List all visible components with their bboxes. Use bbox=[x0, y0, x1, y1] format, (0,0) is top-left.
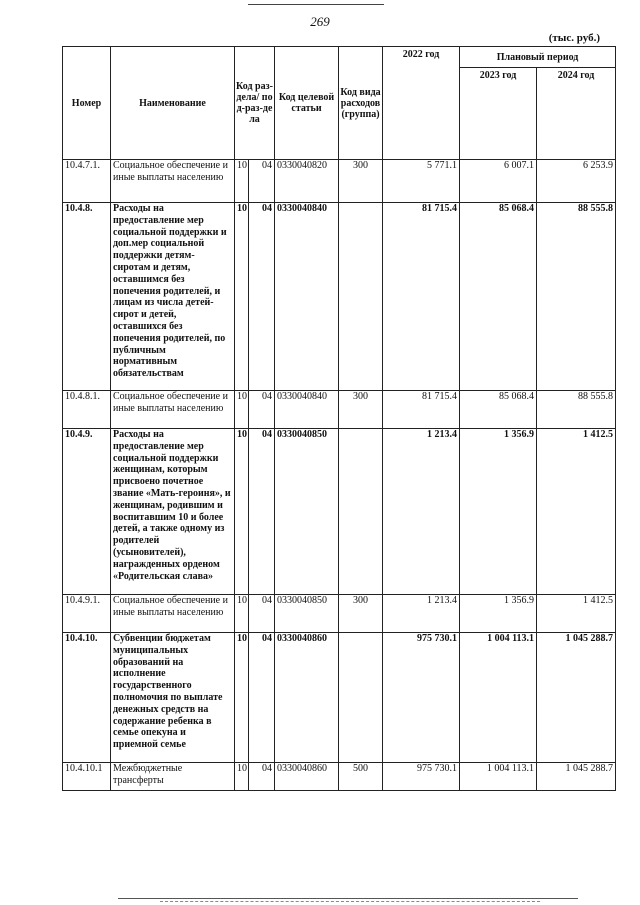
table-row bbox=[63, 633, 616, 763]
row-name: Социальное обеспечение и иные выплаты населению bbox=[111, 595, 235, 633]
row-value-2024: 6 253.9 bbox=[537, 160, 616, 203]
header-name: Наименование bbox=[111, 47, 235, 160]
table-row bbox=[63, 595, 616, 633]
row-expense-group: 300 bbox=[339, 160, 383, 203]
row-name: Социальное обеспечение и иные выплаты населению bbox=[111, 391, 235, 429]
header-section: Код раз-дела/ под-раз-дела bbox=[235, 47, 275, 160]
table-body bbox=[63, 160, 616, 791]
header-expense: Код вида расходов (группа) bbox=[339, 47, 383, 160]
bottom-rule bbox=[118, 898, 578, 899]
row-section: 10 bbox=[235, 160, 249, 203]
row-subsection: 04 bbox=[249, 203, 275, 391]
row-subsection: 04 bbox=[249, 160, 275, 203]
bottom-rule-dashed bbox=[160, 901, 540, 902]
row-value-2024: 1 045 288.7 bbox=[537, 633, 616, 763]
row-value-2023: 1 356.9 bbox=[460, 595, 537, 633]
row-target-code: 0330040850 bbox=[275, 595, 339, 633]
table-row bbox=[63, 391, 616, 429]
row-subsection: 04 bbox=[249, 763, 275, 791]
budget-table bbox=[62, 46, 616, 791]
row-value-2023: 1 356.9 bbox=[460, 429, 537, 595]
row-section: 10 bbox=[235, 203, 249, 391]
row-name: Субвенции бюджетам муниципальных образований на исполнение государственного полномочия по выплате денежных средств на содержание ребенка в семье опекуна и приемной семье bbox=[111, 633, 235, 763]
row-expense-group: 300 bbox=[339, 595, 383, 633]
row-expense-group: 500 bbox=[339, 763, 383, 791]
row-value-2022: 1 213.4 bbox=[383, 429, 460, 595]
row-name: Межбюджетные трансферты bbox=[111, 763, 235, 791]
row-target-code: 0330040860 bbox=[275, 633, 339, 763]
row-number: 10.4.7.1. bbox=[63, 160, 111, 203]
row-value-2022: 5 771.1 bbox=[383, 160, 460, 203]
row-value-2022: 975 730.1 bbox=[383, 633, 460, 763]
row-subsection: 04 bbox=[249, 391, 275, 429]
row-number: 10.4.8.1. bbox=[63, 391, 111, 429]
top-rule bbox=[248, 4, 384, 5]
table-row bbox=[63, 203, 616, 391]
row-value-2023: 6 007.1 bbox=[460, 160, 537, 203]
row-section: 10 bbox=[235, 429, 249, 595]
row-number: 10.4.10. bbox=[63, 633, 111, 763]
table-row bbox=[63, 763, 616, 791]
page-number: 269 bbox=[310, 14, 330, 29]
row-value-2023: 1 004 113.1 bbox=[460, 763, 537, 791]
row-section: 10 bbox=[235, 633, 249, 763]
row-section: 10 bbox=[235, 595, 249, 633]
row-number: 10.4.9. bbox=[63, 429, 111, 595]
row-value-2024: 1 045 288.7 bbox=[537, 763, 616, 791]
units-label: (тыс. руб.) bbox=[548, 32, 600, 44]
row-target-code: 0330040850 bbox=[275, 429, 339, 595]
row-target-code: 0330040860 bbox=[275, 763, 339, 791]
row-target-code: 0330040840 bbox=[275, 391, 339, 429]
header-target: Код целевой статьи bbox=[275, 47, 339, 160]
row-value-2024: 1 412.5 bbox=[537, 429, 616, 595]
row-number: 10.4.9.1. bbox=[63, 595, 111, 633]
row-value-2023: 85 068.4 bbox=[460, 203, 537, 391]
row-value-2022: 1 213.4 bbox=[383, 595, 460, 633]
row-name: Расходы на предоставление мер социальной поддержки женщинам, которым присвоено почетное звание «Мать-героиня», и женщинам, родившим и воспитавшим 10 и более детей, а также одному из родителей (усыновителей), награжденных орденом «Родительская слава» bbox=[111, 429, 235, 595]
table-row bbox=[63, 429, 616, 595]
row-number: 10.4.8. bbox=[63, 203, 111, 391]
row-name: Расходы на предоставление мер социальной поддержки и доп.мер социальной поддержки детям-сиротам и детям, оставшимся без попечения родителей, и лицам из числа детей-сирот и детей, оставшихся без попечения родителей, по публичным нормативным обязательствам bbox=[111, 203, 235, 391]
row-name: Социальное обеспечение и иные выплаты населению bbox=[111, 160, 235, 203]
row-value-2022: 81 715.4 bbox=[383, 391, 460, 429]
header-row-1 bbox=[63, 47, 616, 68]
row-value-2024: 88 555.8 bbox=[537, 203, 616, 391]
row-value-2023: 1 004 113.1 bbox=[460, 633, 537, 763]
row-section: 10 bbox=[235, 763, 249, 791]
row-target-code: 0330040820 bbox=[275, 160, 339, 203]
row-section: 10 bbox=[235, 391, 249, 429]
row-value-2022: 81 715.4 bbox=[383, 203, 460, 391]
row-expense-group bbox=[339, 633, 383, 763]
row-subsection: 04 bbox=[249, 429, 275, 595]
row-value-2023: 85 068.4 bbox=[460, 391, 537, 429]
table-row bbox=[63, 160, 616, 203]
row-value-2022: 975 730.1 bbox=[383, 763, 460, 791]
row-value-2024: 88 555.8 bbox=[537, 391, 616, 429]
row-subsection: 04 bbox=[249, 633, 275, 763]
row-expense-group bbox=[339, 203, 383, 391]
row-subsection: 04 bbox=[249, 595, 275, 633]
header-2022: 2022 год bbox=[383, 47, 460, 160]
header-number: Номер bbox=[63, 47, 111, 160]
row-expense-group bbox=[339, 429, 383, 595]
header-planned: Плановый период bbox=[460, 47, 616, 68]
row-value-2024: 1 412.5 bbox=[537, 595, 616, 633]
row-target-code: 0330040840 bbox=[275, 203, 339, 391]
header-2024: 2024 год bbox=[537, 68, 616, 160]
row-expense-group: 300 bbox=[339, 391, 383, 429]
header-2023: 2023 год bbox=[460, 68, 537, 160]
row-number: 10.4.10.1 bbox=[63, 763, 111, 791]
